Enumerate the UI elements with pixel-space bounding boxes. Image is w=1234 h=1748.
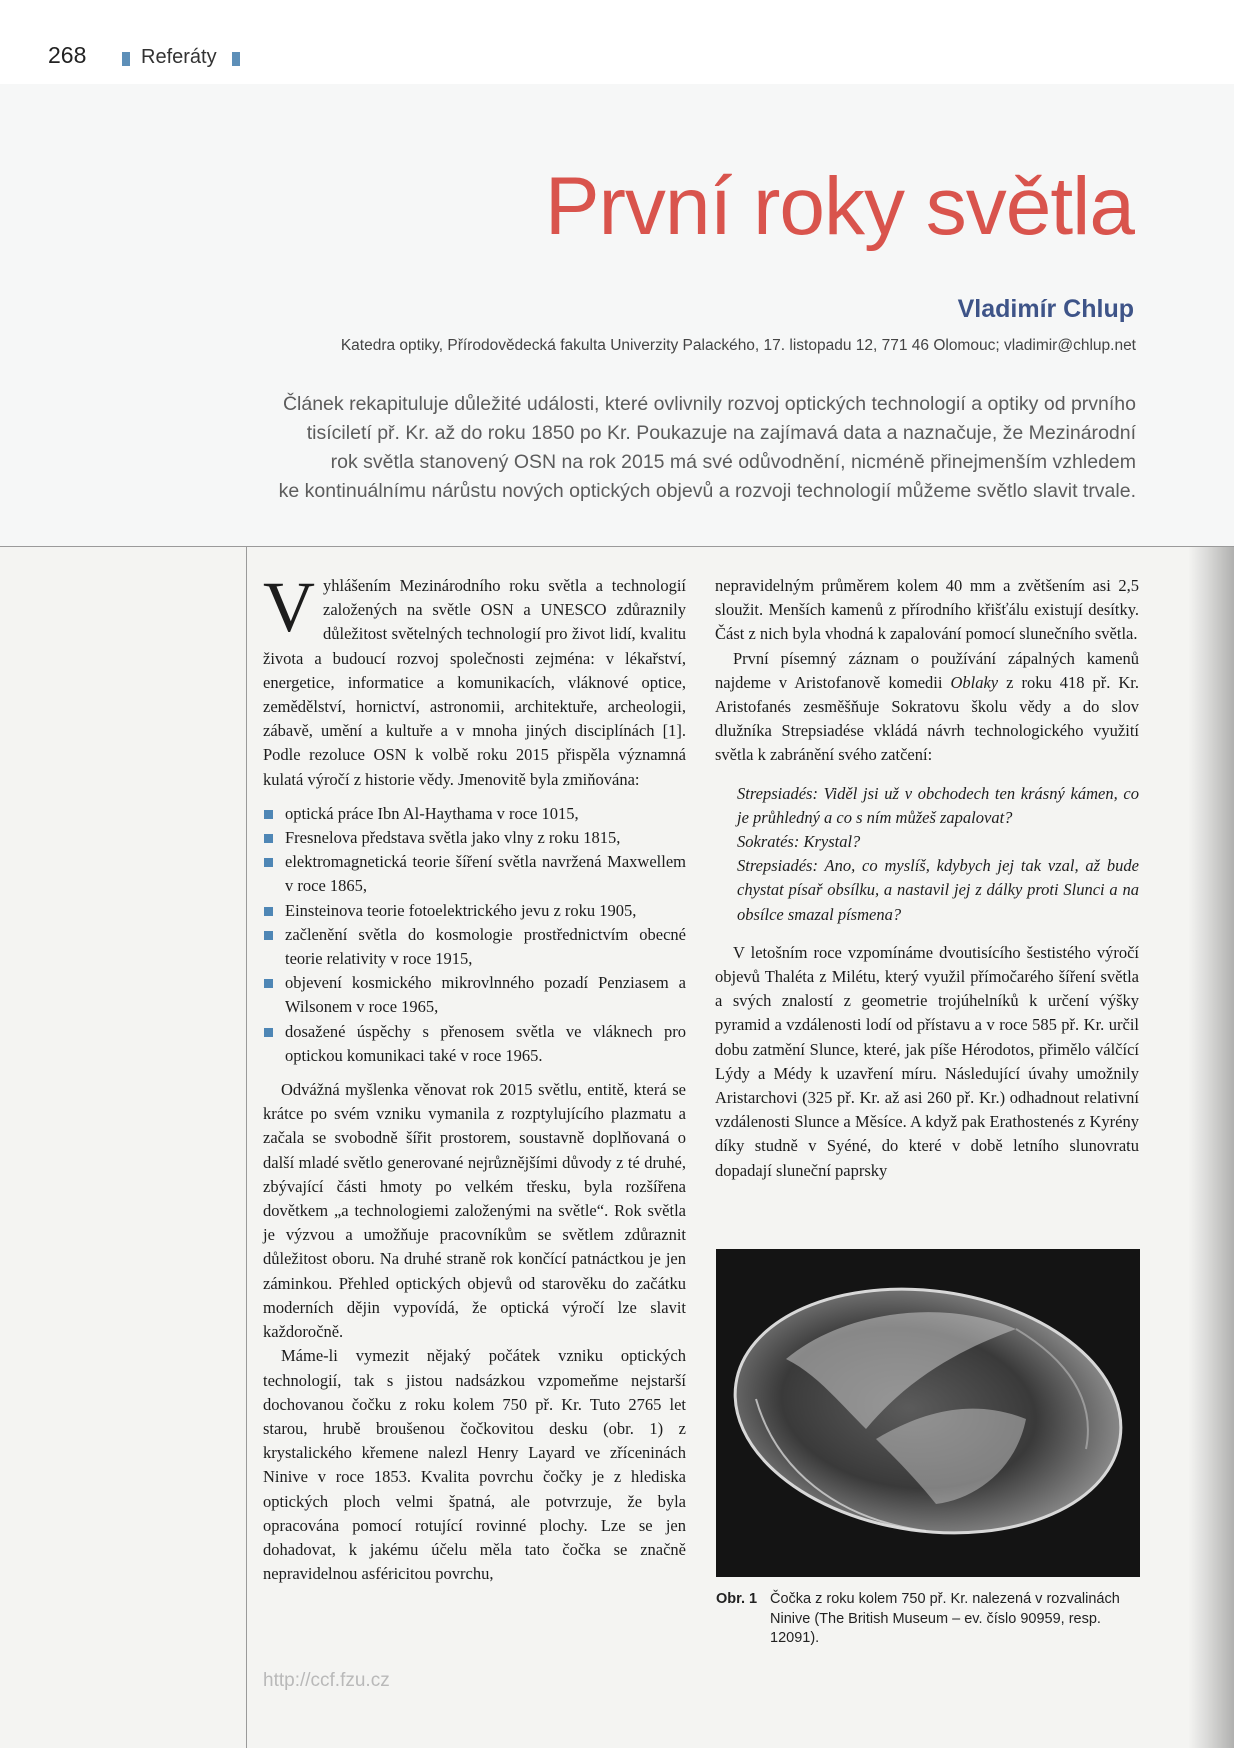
section-marker-right — [232, 52, 240, 66]
bullet-square-icon — [264, 979, 273, 988]
anniversary-list — [263, 802, 686, 1068]
bullet-square-icon — [264, 858, 273, 867]
list-item-text: dosažené úspěchy s přenosem světla ve vláknech pro optickou komunikaci také v roce 1965. — [285, 1021, 686, 1065]
text-column-right — [715, 574, 1139, 1183]
list-item-text: Fresnelova představa světla jako vlny z roku 1815, — [285, 828, 621, 848]
column-divider — [246, 546, 247, 1748]
list-item — [263, 899, 686, 923]
figure-caption-text: Čočka z roku kolem 750 př. Kr. nalezená v rozvalinách Ninive (The British Museum – ev. číslo 90959, resp. 12091). — [770, 1591, 1120, 1646]
list-item — [263, 850, 686, 898]
abstract-line: ke kontinuálnímu nárůstu nových optických objevů a rozvoji technologií můžeme světlo slavit trvale. — [278, 480, 1136, 502]
drop-cap: V — [263, 567, 315, 647]
list-item-text: Einsteinova teorie fotoelektrického jevu z roku 1905, — [285, 900, 637, 920]
bullet-square-icon — [264, 834, 273, 843]
dialogue-quote — [715, 782, 1139, 927]
paragraph-text: První písemný záznam o používání zápalných kamenů najdeme v Aristofanově komedii — [715, 648, 1139, 692]
bullet-square-icon — [264, 931, 273, 940]
dialogue-line: Strepsiadés: Ano, co myslíš, kdybych jej tak vzal, až bude chystat písař obsílku, a nastavil jej z dálky proti Slunci a na obsílce smazal písmena? — [737, 856, 1139, 924]
bullet-square-icon — [264, 907, 273, 916]
figure-label: Obr. 1 — [716, 1591, 758, 1607]
figure-caption — [716, 1590, 1146, 1649]
bullet-square-icon — [264, 810, 273, 819]
list-item — [263, 802, 686, 826]
section-marker-left — [122, 52, 130, 66]
list-item — [263, 1020, 686, 1068]
abstract-line: rok světla stanovený OSN na rok 2015 má své odůvodnění, nicméně přinejmenším vzhledem — [330, 451, 1136, 473]
list-item-text: optická práce Ibn Al-Haythama v roce 1015, — [285, 803, 579, 823]
list-item — [263, 971, 686, 1019]
play-title: Oblaky — [950, 672, 999, 692]
article-author: Vladimír Chlup — [957, 295, 1134, 323]
page-header — [0, 0, 1234, 85]
list-item — [263, 923, 686, 971]
paragraph-text: yhlášením Mezinárodního roku světla a technologií založených na světle OSN a UNESCO zdůraznily důležitost světelných technologií pro život lidí, kvalitu života a budoucí rozvoj společnosti zejména: v lékařství, energetice, informatice a komunikacích, vláknové optice, zemědělství, hornictví, astronomii, architektuře, archeologii, zábavě, umění a kultuře a v mnoha jiných disciplínách [1]. Podle rezoluce OSN k volbě roku 2015 přispěla významná kulatá výročí z historie vědy. Jmenovitě byla zmiňována: — [263, 576, 686, 789]
list-item-text: elektromagnetická teorie šíření světla navržená Maxwellem v roce 1865, — [285, 852, 686, 896]
article-title: První roky světla — [544, 161, 1134, 252]
abstract-line: tisíciletí př. Kr. až do roku 1850 po Kr. Poukazuje na zajímavá data a naznačuje, že Mezinárodní — [306, 422, 1136, 444]
dialogue-line: Sokratés: Krystal? — [737, 832, 861, 852]
nimrud-lens-image — [716, 1249, 1140, 1577]
body-paragraph: Odvážná myšlenka věnovat rok 2015 světlu, entitě, která se krátce po svém vzniku vymanila z rozptylujícího plazmatu a začala se svobodně šířit prostorem, soustavně doplňovaná o další mladé světlo generované nejrůznějšími důvody z té druhé, zbývající části hmoty po velkém třesku, byla rozšířena dovětkem „a technologiemi založenými na světle“. Rok světla je výzvou a umožňuje pracovníkům se světlem zdůraznit důležitost oboru. Na druhé straně rok končící patnáctkou je jen záminkou. Přehled optických objevů od starověku do začátku moderních dějin vypovídá, že optická výročí lze slavit každoročně. — [263, 1080, 686, 1342]
list-item-text: začlenění světla do kosmologie prostřednictvím obecné teorie relativity v roce 1915, — [285, 924, 686, 969]
abstract-line: Článek rekapituluje důležité události, které ovlivnily rozvoj optických technologií a optiky od prvního — [282, 393, 1136, 415]
bullet-square-icon — [264, 1028, 273, 1037]
author-affiliation: Katedra optiky, Přírodovědecká fakulta Univerzity Palackého, 17. listopadu 12, 771 46 Olomouc; vladimir@chlup.net — [340, 337, 1136, 354]
body-paragraph: nepravidelným průměrem kolem 40 mm a zvětšením asi 2,5 sloužit. Menších kamenů z přírodního křišťálu existují desítky. Část z nich byla vhodná k zapalování pomocí slunečního světla. — [715, 576, 1139, 644]
dialogue-line: Strepsiadés: Viděl jsi už v obchodech ten krásný kámen, co je průhledný a co s ním můžeš zapalovat? — [737, 783, 1139, 827]
body-paragraph: Máme-li vymezit nějaký počátek vzniku optických technologií, tak s jistou nadsázkou vzpomeňme nejstarší dochovanou čočku z roku kolem 750 př. Kr. Tuto 2765 let starou, hrubě broušenou čočkovitou desku (obr. 1) z krystalického křemene nalezl Henry Layard ve zříceninách Ninive v roce 1853. Kvalita povrchu čočky je z hlediska optických ploch velmi špatná, ale potvrzuje, že byla opracována pomocí rotující rovinné plochy. Lze se jen dohadovat, k jakému účelu měla tato čočka se značně nepravidelnou asféricitou povrchu, — [263, 1346, 686, 1584]
paragraph-text: z roku 418 př. Kr. Aristofanés zesměšňuje Sokratovu školu vědy a do slov dlužníka Strepsiadése vkládá návrh technologického využití světla k zabránění svého zatčení: — [715, 672, 1139, 765]
page-number: 268 — [48, 42, 87, 68]
list-item-text: objevení kosmického mikrovlnného pozadí Penziasem a Wilsonem v roce 1965, — [285, 973, 686, 1017]
text-column-left — [263, 567, 686, 1586]
footer-url: http://ccf.fzu.cz — [263, 1670, 390, 1691]
body-paragraph: V letošním roce vzpomínáme dvoutisícího šestistého výročí objevů Thaléta z Milétu, který využil přímočarého šíření světla a svých znalostí z geometrie trojúhelníků k určení výšky pyramid a vzdálenosti lodí od přístavu a v roce 585 př. Kr. určil dobu zatmění Slunce, které, jak píše Hérodotos, přimělo válčící Lýdy a Médy k uzavření míru. Následující úvahy umožnily Aristarchovi (325 př. Kr. až asi 260 př. Kr.) odhadnout relativní vzdálenosti Slunce a Měsíce. A když pak Erathostenés z Kyrény díky studně v Syéné, do které v době letního slunovratu dopadají sluneční paprsky — [715, 942, 1139, 1180]
list-item — [263, 826, 686, 850]
body-paragraph — [263, 567, 686, 792]
section-label: Referáty — [141, 46, 217, 68]
lens-photo — [716, 1249, 1140, 1577]
body-paragraph — [715, 647, 1139, 768]
article-abstract — [136, 390, 1136, 506]
